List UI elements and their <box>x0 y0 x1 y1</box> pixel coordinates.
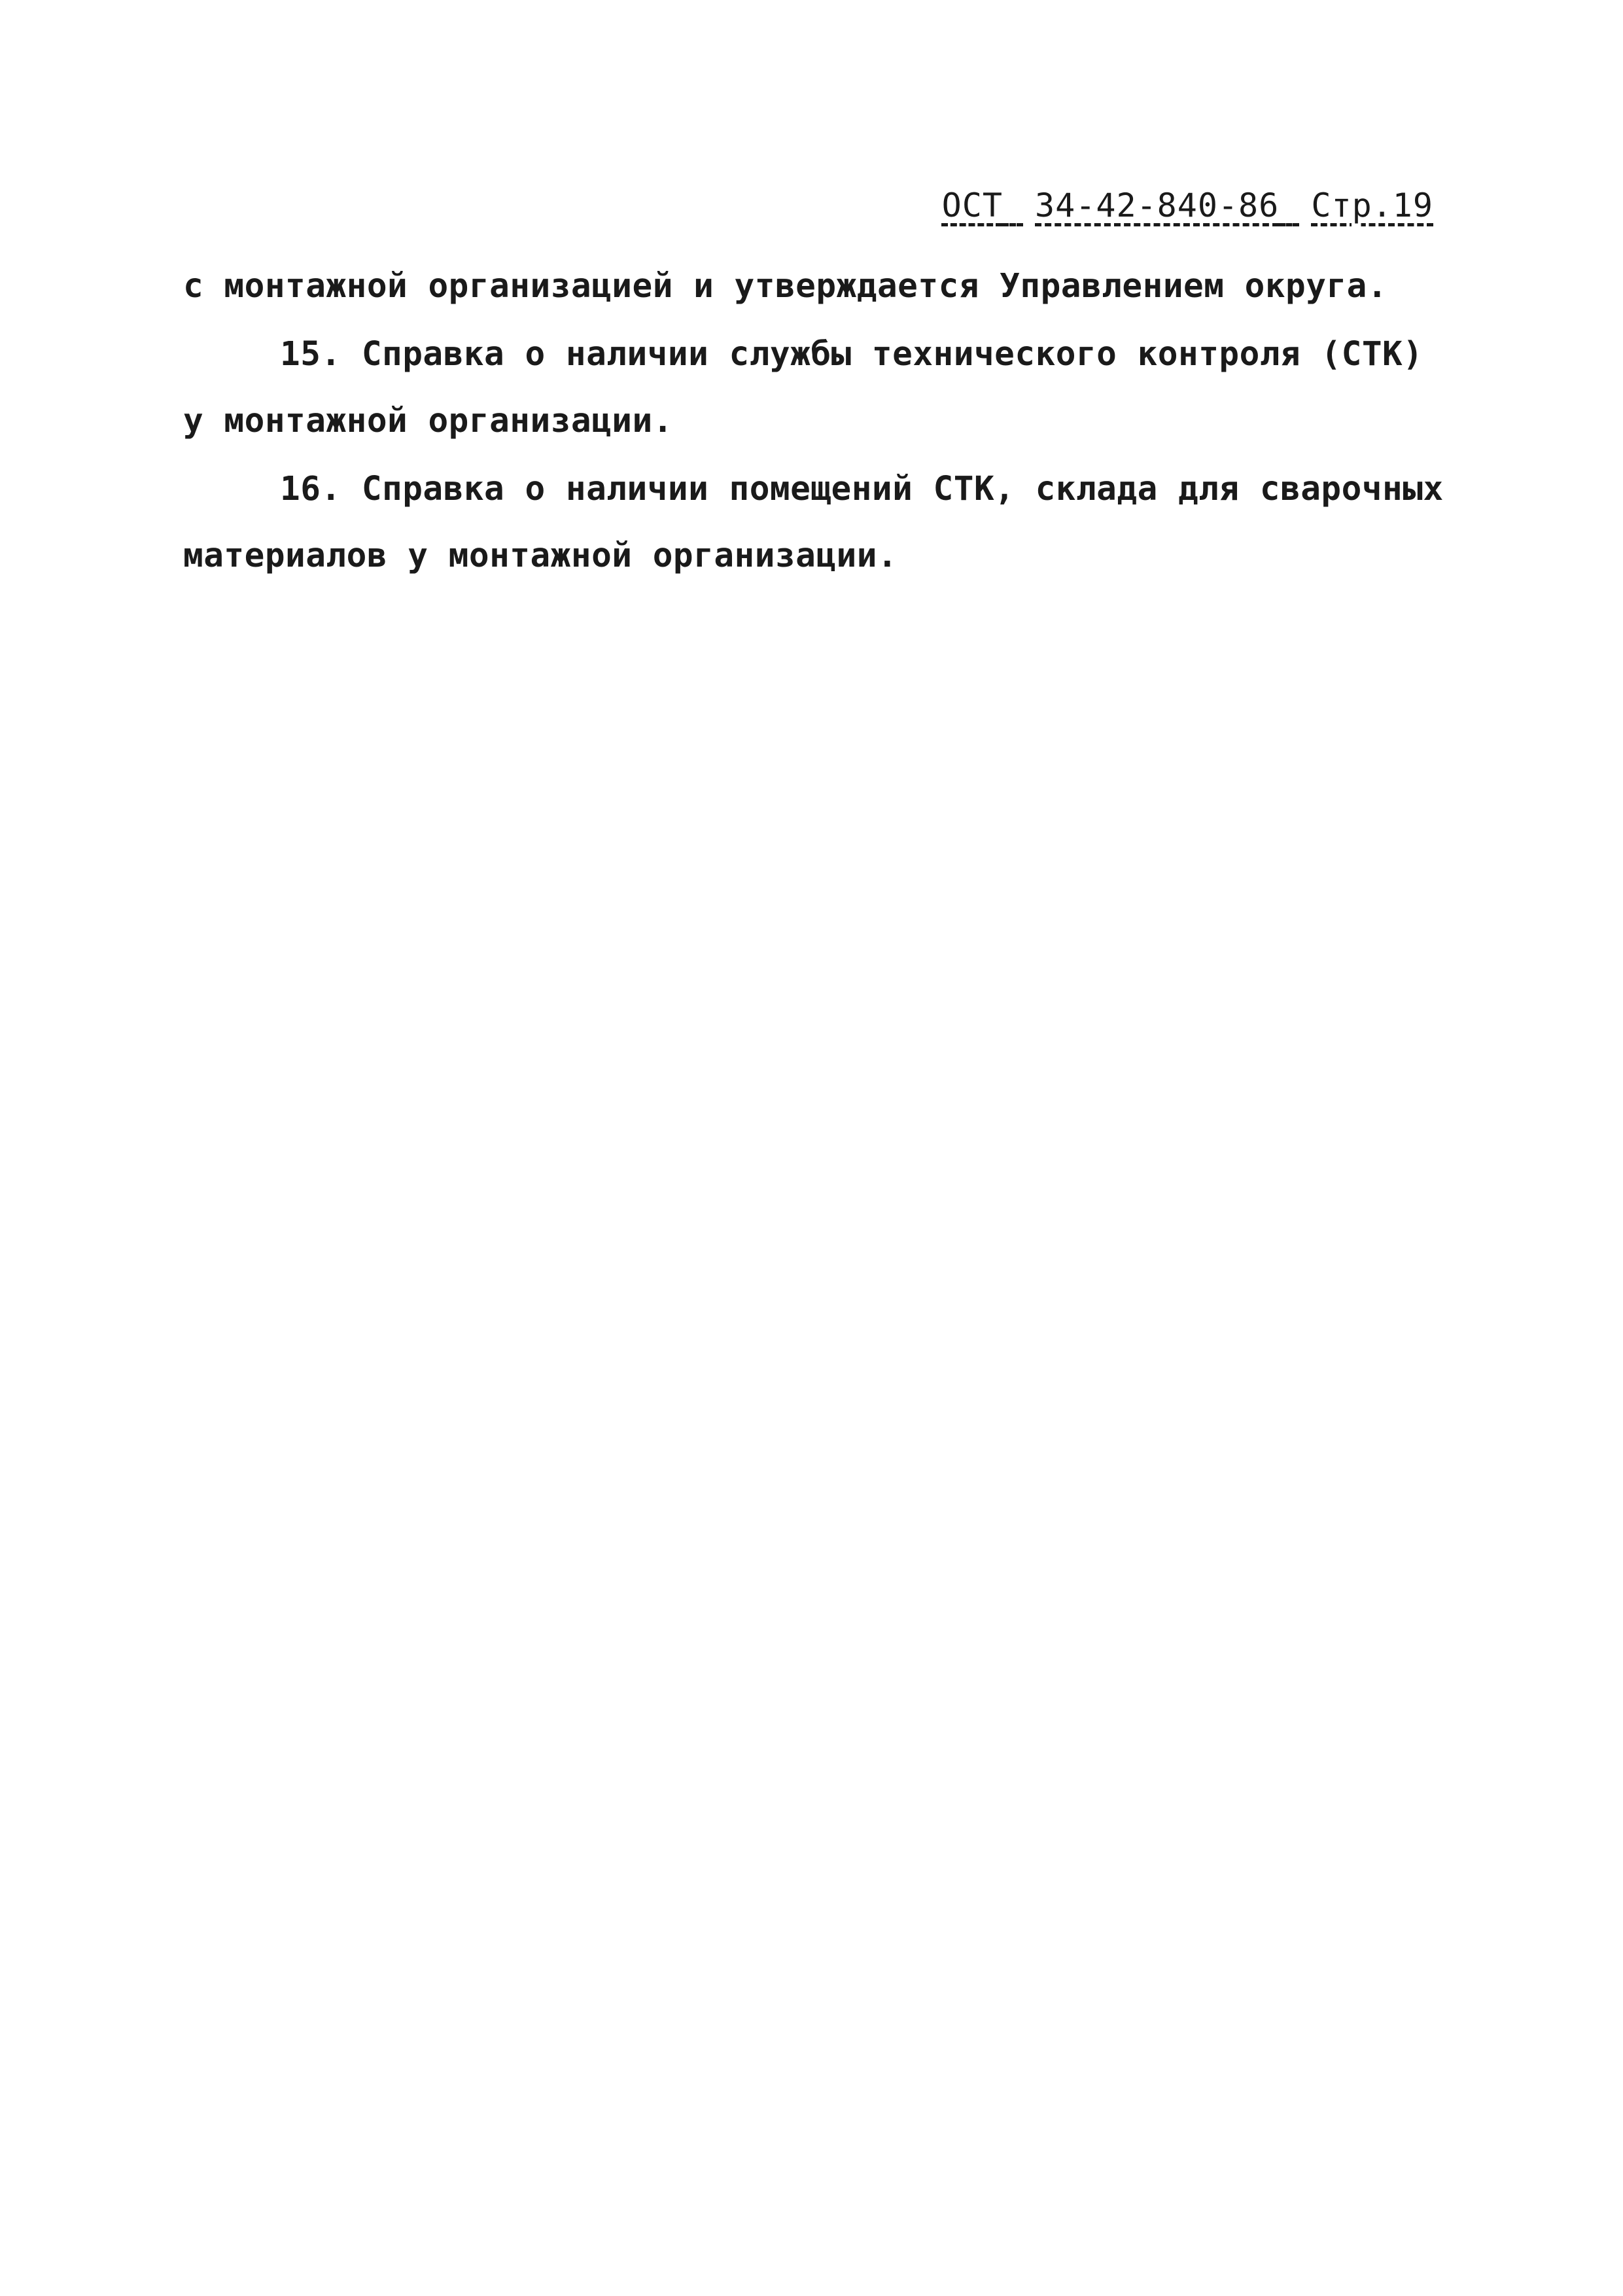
page-header <box>942 186 1433 224</box>
text-line: с монтажной организацией и утверждается Управлением округа. <box>183 267 1388 306</box>
item-16-text: 16. Справка о наличии помещений СТК, склада для сварочных <box>280 470 1444 508</box>
text-line: материалов у монтажной организации. <box>183 537 898 575</box>
text-line: у монтажной организации. <box>183 402 673 440</box>
doc-number: 34-42-840-86 <box>1035 186 1280 224</box>
page-number: Стр.19 <box>1311 186 1433 224</box>
doc-code: ОСТ <box>941 186 1003 224</box>
item-15-text: 15. Справка о наличии службы технического контроля (СТК) <box>280 335 1423 374</box>
